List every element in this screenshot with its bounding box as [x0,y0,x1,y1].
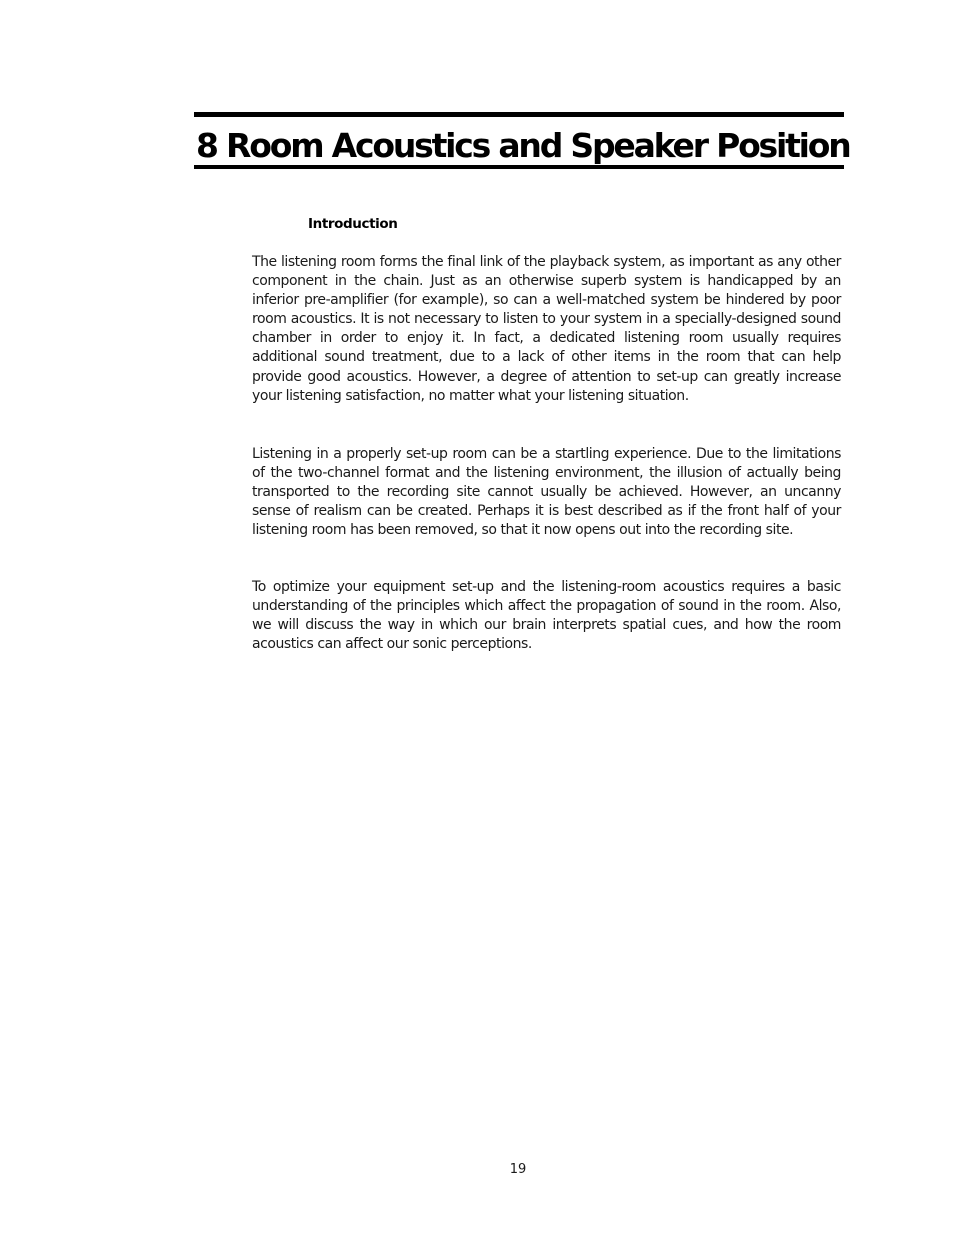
body-paragraph-1: The listening room forms the final link of the playback system, as important as any other component in the chain. Just as an otherwise superb system is handicapped by an inferior pre-amplifier (for example), so can a well-matched system be hindered by poor room acoustics. It is not necessary to listen to your system in a specially-designed sound chamber in order to enjoy it. In fact, a dedicated listening room usually requires additional sound treatment, due to a lack of other items in the room that can help provide good acoustics. However, a degree of attention to set-up can greatly increase your listening satisfaction, no matter what your listening situation. [252,254,841,404]
chapter-title: 8 Room Acoustics and Speaker Position [196,126,850,165]
chapter-header [194,112,850,169]
page-number: 19 [509,1162,527,1177]
body-paragraph-3: To optimize your equipment set-up and the listening-room acoustics requires a basic understanding of the principles which affect the propagation of sound in the room. Also, we will discuss the way in which our brain interprets spatial cues, and how the room acoustics can affect our sonic perceptions. [252,579,841,653]
section-heading: Introduction [308,216,398,232]
body-paragraph-2: Listening in a properly set-up room can be a startling experience. Due to the limitations of the two-channel format and the listening environment, the illusion of actually being transported to the recording site cannot usually be achieved. However, an uncanny sense of realism can be created. Perhaps it is best described as if the front half of your listening room has been removed, so that it now opens out into the recording site. [252,446,841,539]
